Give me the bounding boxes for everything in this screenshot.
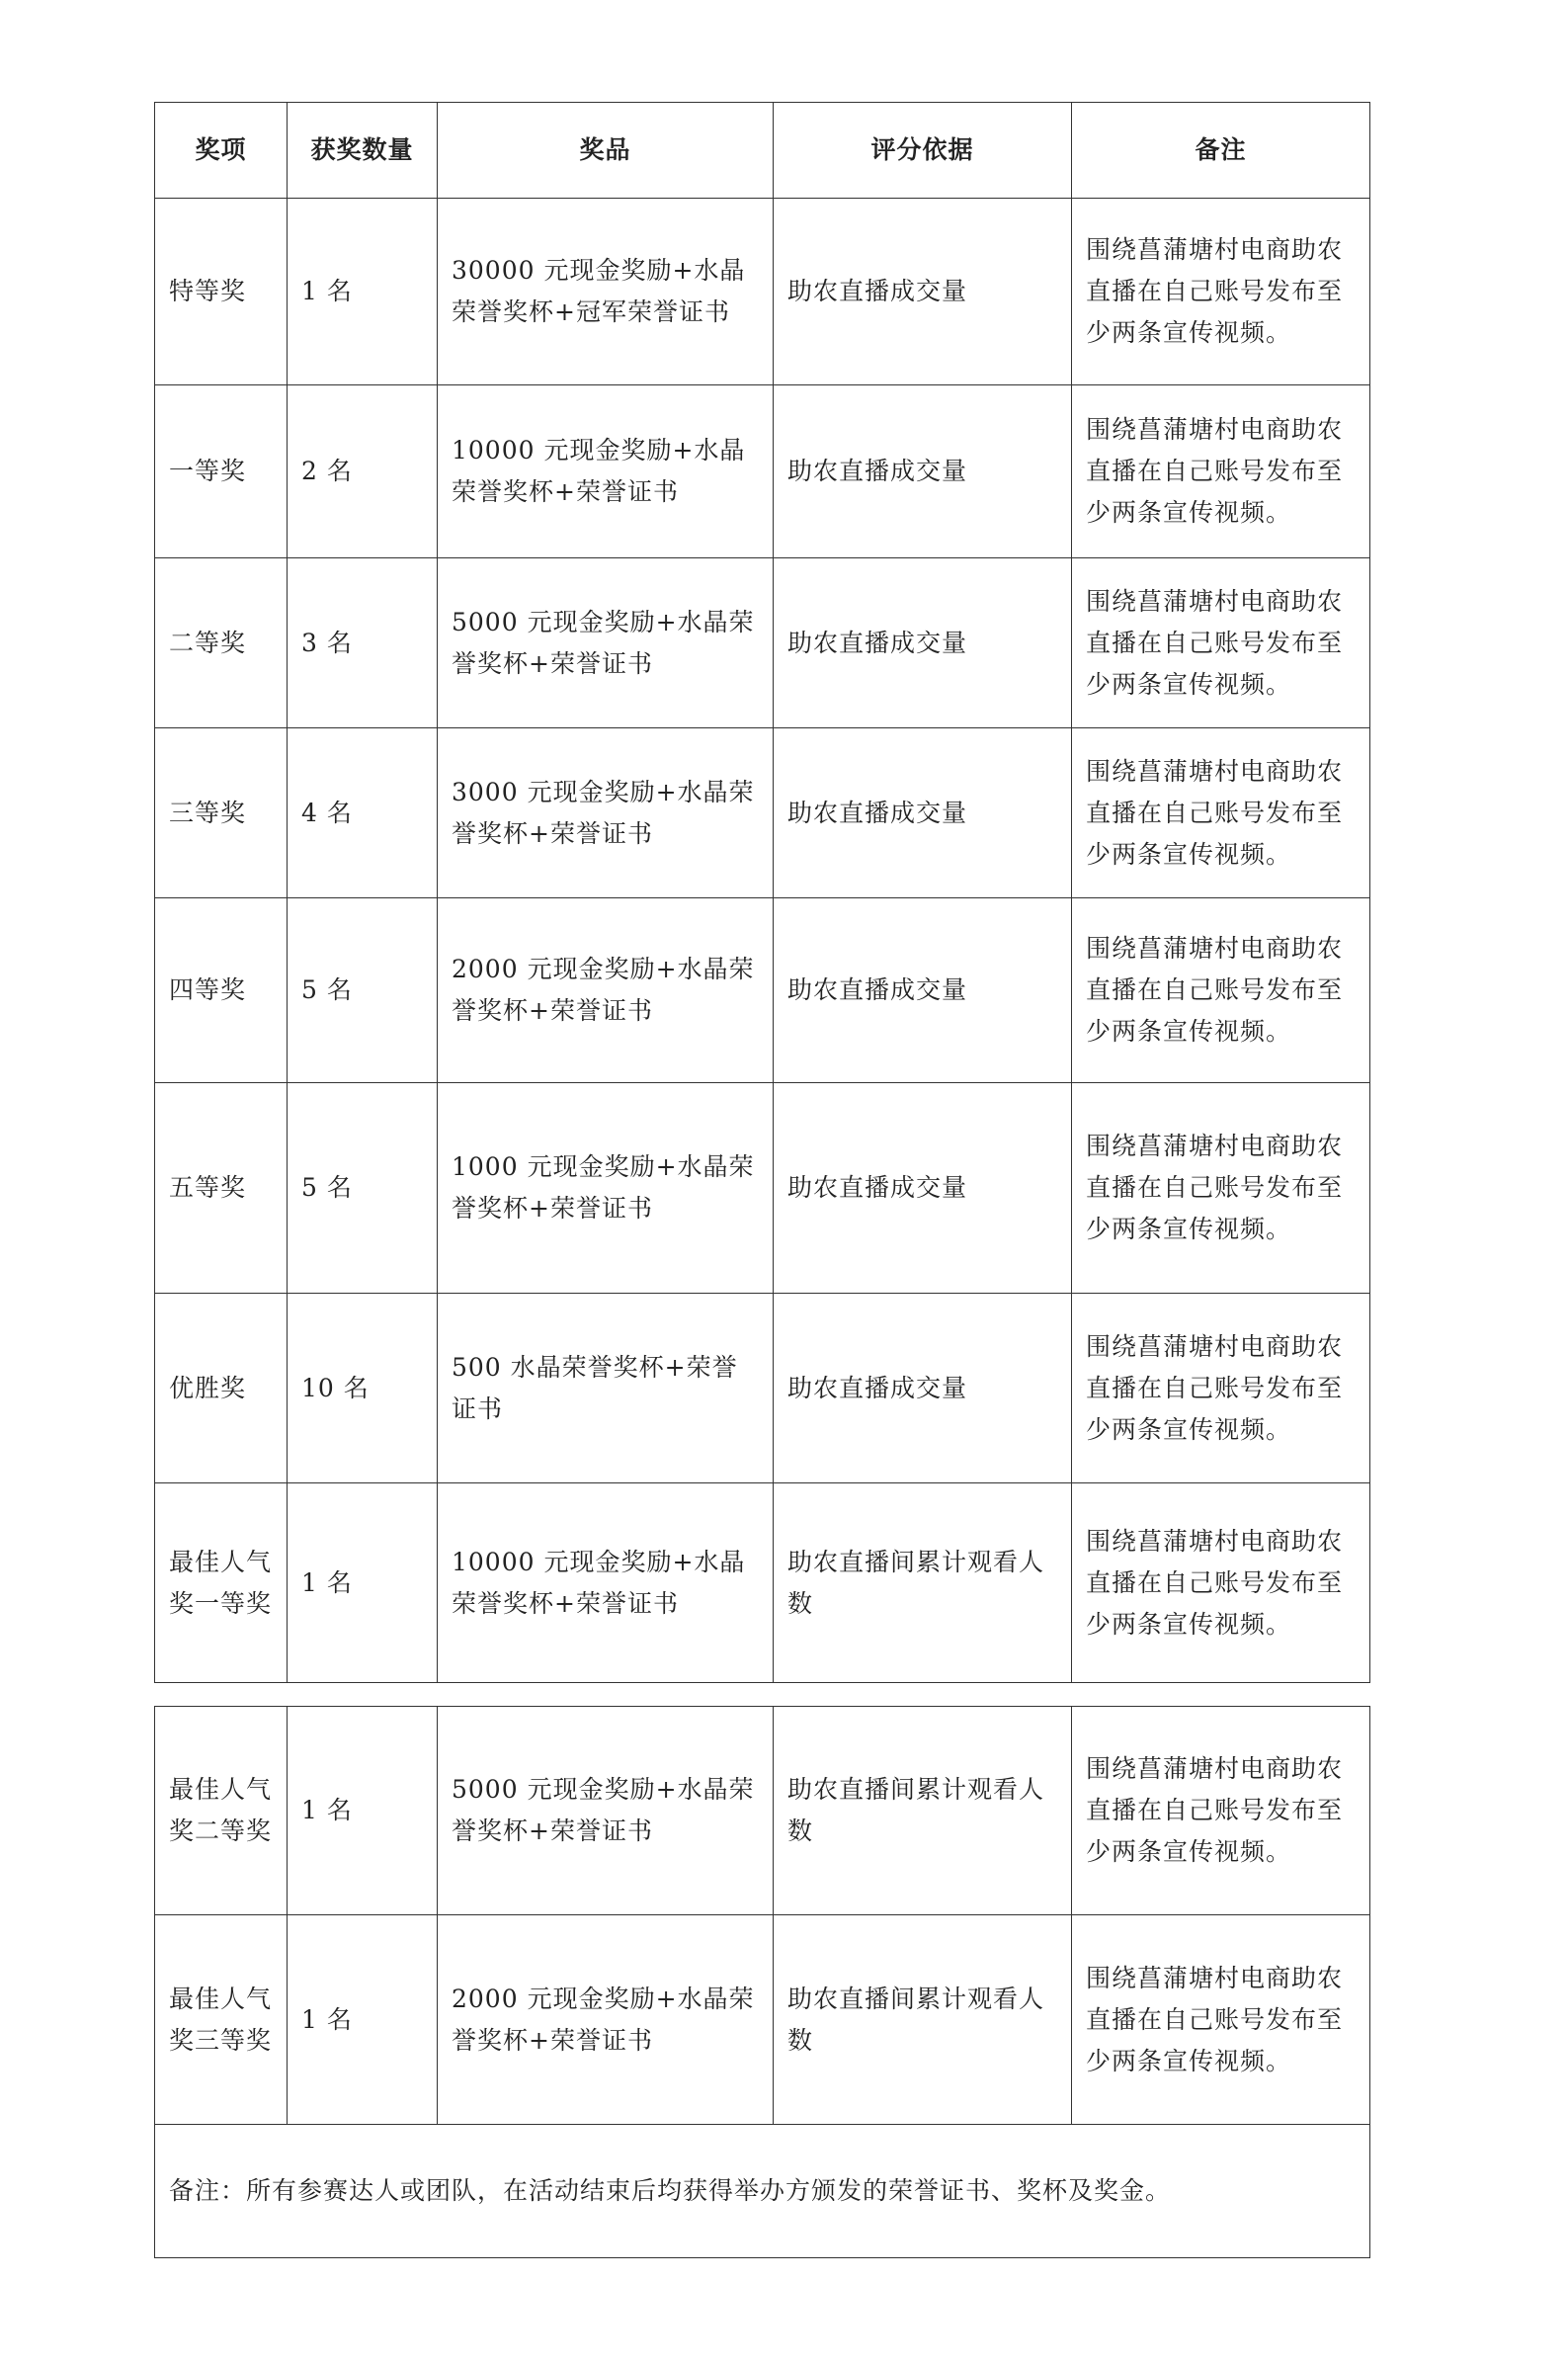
award-cell: 一等奖	[155, 385, 288, 558]
basis-cell: 助农直播成交量	[774, 1294, 1072, 1483]
table-row	[155, 199, 1370, 385]
remark-cell: 围绕菖蒲塘村电商助农直播在自己账号发布至少两条宣传视频。	[1072, 1483, 1370, 1683]
header-award: 奖项	[155, 103, 288, 199]
award-cell: 优胜奖	[155, 1294, 288, 1483]
basis-cell: 助农直播成交量	[774, 385, 1072, 558]
count-cell: 1 名	[288, 1483, 438, 1683]
basis-cell: 助农直播间累计观看人数	[774, 1707, 1072, 1915]
table-row	[155, 558, 1370, 728]
count-cell: 1 名	[288, 1915, 438, 2125]
basis-cell: 助农直播成交量	[774, 1083, 1072, 1294]
basis-cell: 助农直播成交量	[774, 199, 1072, 385]
basis-cell: 助农直播成交量	[774, 898, 1072, 1083]
remark-cell: 围绕菖蒲塘村电商助农直播在自己账号发布至少两条宣传视频。	[1072, 1915, 1370, 2125]
footnote-text: 备注：所有参赛达人或团队，在活动结束后均获得举办方颁发的荣誉证书、奖杯及奖金。	[155, 2125, 1370, 2258]
awards-table-part1	[154, 102, 1370, 1683]
prize-cell: 30000 元现金奖励+水晶荣誉奖杯+冠军荣誉证书	[438, 199, 774, 385]
count-cell: 1 名	[288, 199, 438, 385]
table-row	[155, 1707, 1370, 1915]
remark-cell: 围绕菖蒲塘村电商助农直播在自己账号发布至少两条宣传视频。	[1072, 385, 1370, 558]
table-row	[155, 898, 1370, 1083]
basis-cell: 助农直播成交量	[774, 558, 1072, 728]
remark-cell: 围绕菖蒲塘村电商助农直播在自己账号发布至少两条宣传视频。	[1072, 1083, 1370, 1294]
count-cell: 3 名	[288, 558, 438, 728]
award-cell: 四等奖	[155, 898, 288, 1083]
award-cell: 五等奖	[155, 1083, 288, 1294]
award-cell: 二等奖	[155, 558, 288, 728]
footnote-row	[155, 2125, 1370, 2258]
prize-cell: 2000 元现金奖励+水晶荣誉奖杯+荣誉证书	[438, 898, 774, 1083]
table-row	[155, 385, 1370, 558]
header-count: 获奖数量	[288, 103, 438, 199]
table-header-row	[155, 103, 1370, 199]
header-prize: 奖品	[438, 103, 774, 199]
count-cell: 2 名	[288, 385, 438, 558]
count-cell: 5 名	[288, 898, 438, 1083]
prize-cell: 2000 元现金奖励+水晶荣誉奖杯+荣誉证书	[438, 1915, 774, 2125]
award-cell: 最佳人气奖一等奖	[155, 1483, 288, 1683]
award-cell: 最佳人气奖三等奖	[155, 1915, 288, 2125]
table-row	[155, 1083, 1370, 1294]
count-cell: 10 名	[288, 1294, 438, 1483]
remark-cell: 围绕菖蒲塘村电商助农直播在自己账号发布至少两条宣传视频。	[1072, 898, 1370, 1083]
table-row	[155, 1483, 1370, 1683]
prize-cell: 500 水晶荣誉奖杯+荣誉证书	[438, 1294, 774, 1483]
awards-table-part2	[154, 1706, 1370, 2258]
count-cell: 1 名	[288, 1707, 438, 1915]
award-cell: 最佳人气奖二等奖	[155, 1707, 288, 1915]
prize-cell: 3000 元现金奖励+水晶荣誉奖杯+荣誉证书	[438, 728, 774, 898]
header-basis: 评分依据	[774, 103, 1072, 199]
basis-cell: 助农直播成交量	[774, 728, 1072, 898]
prize-cell: 5000 元现金奖励+水晶荣誉奖杯+荣誉证书	[438, 1707, 774, 1915]
table-row	[155, 1294, 1370, 1483]
award-cell: 特等奖	[155, 199, 288, 385]
basis-cell: 助农直播间累计观看人数	[774, 1483, 1072, 1683]
remark-cell: 围绕菖蒲塘村电商助农直播在自己账号发布至少两条宣传视频。	[1072, 1294, 1370, 1483]
award-cell: 三等奖	[155, 728, 288, 898]
header-remark: 备注	[1072, 103, 1370, 199]
remark-cell: 围绕菖蒲塘村电商助农直播在自己账号发布至少两条宣传视频。	[1072, 199, 1370, 385]
prize-cell: 10000 元现金奖励+水晶荣誉奖杯+荣誉证书	[438, 1483, 774, 1683]
remark-cell: 围绕菖蒲塘村电商助农直播在自己账号发布至少两条宣传视频。	[1072, 728, 1370, 898]
remark-cell: 围绕菖蒲塘村电商助农直播在自己账号发布至少两条宣传视频。	[1072, 558, 1370, 728]
table-row	[155, 1915, 1370, 2125]
table-row	[155, 728, 1370, 898]
prize-cell: 1000 元现金奖励+水晶荣誉奖杯+荣誉证书	[438, 1083, 774, 1294]
prize-cell: 10000 元现金奖励+水晶荣誉奖杯+荣誉证书	[438, 385, 774, 558]
prize-cell: 5000 元现金奖励+水晶荣誉奖杯+荣誉证书	[438, 558, 774, 728]
basis-cell: 助农直播间累计观看人数	[774, 1915, 1072, 2125]
count-cell: 4 名	[288, 728, 438, 898]
remark-cell: 围绕菖蒲塘村电商助农直播在自己账号发布至少两条宣传视频。	[1072, 1707, 1370, 1915]
count-cell: 5 名	[288, 1083, 438, 1294]
